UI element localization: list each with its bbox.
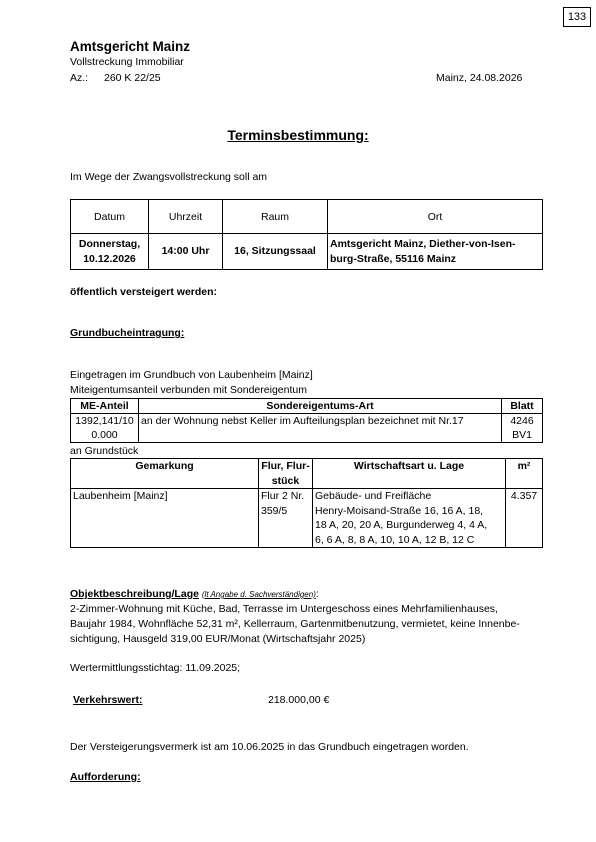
- objekt-heading-note: (lt Angabe d. Sachverständigen): [201, 590, 316, 599]
- objekt-heading-colon: :: [315, 588, 319, 600]
- header-datum: Datum: [71, 200, 149, 234]
- wirtschaftsart-line2: Henry-Moisand-Straße 16, 16 A, 18,: [315, 504, 484, 517]
- me-anteil-line2: 0.000: [91, 429, 118, 441]
- header-flur-line2: stück: [271, 474, 300, 487]
- court-name: Amtsgericht Mainz: [70, 39, 191, 54]
- case-number: 260 K 22/25: [104, 72, 161, 84]
- intro-text: Im Wege der Zwangsvollstreckung soll am: [70, 171, 268, 183]
- header-flur: [259, 459, 313, 489]
- share-value-row: [71, 414, 543, 443]
- department: Vollstreckung Immobiliar: [70, 56, 184, 68]
- aufforderung-heading: Aufforderung:: [70, 771, 141, 783]
- auction-note: Der Versteigerungsvermerk ist am 10.06.2025 in das Grundbuch eingetragen worden.: [70, 741, 469, 753]
- gemarkung: Laubenheim [Mainz]: [71, 489, 259, 548]
- an-grundstueck: an Grundstück: [70, 445, 139, 457]
- blatt: [502, 414, 543, 443]
- document-title: Terminsbestimmung:: [227, 127, 369, 143]
- termin-date: [71, 234, 149, 270]
- termin-place-line1: Amtsgericht Mainz, Diether-von-Isen-: [330, 237, 516, 250]
- market-value-label: Verkehrswert:: [73, 694, 143, 706]
- header-sondereigentum: Sondereigentums-Art: [139, 399, 502, 414]
- header-me-anteil: ME-Anteil: [71, 399, 139, 414]
- termin-date-value: 10.12.2026: [83, 252, 136, 265]
- flur-line1: Flur 2 Nr.: [261, 490, 305, 502]
- objekt-heading: [70, 588, 319, 600]
- me-anteil-line1: 1392,141/10: [75, 415, 134, 427]
- flur: [259, 489, 313, 548]
- header-flur-line1: Flur, Flur-: [261, 460, 310, 472]
- area: 4.357: [506, 489, 543, 548]
- termin-room: 16, Sitzungssaal: [223, 234, 328, 270]
- objekt-heading-label: Objektbeschreibung/Lage: [70, 588, 199, 600]
- header-wirtschaftsart: Wirtschaftsart u. Lage: [313, 459, 506, 489]
- header-raum: Raum: [223, 200, 328, 234]
- objekt-line3: sichtigung, Hausgeld 319,00 EUR/Monat (Wirtschaftsjahr 2025): [70, 633, 366, 645]
- header-gemarkung: Gemarkung: [71, 459, 259, 489]
- page-number: 133: [563, 7, 591, 27]
- plot-table: [70, 458, 543, 548]
- blatt-line2: BV1: [512, 429, 532, 441]
- termin-place-line2: burg-Straße, 55116 Mainz: [330, 252, 457, 265]
- share-header-row: [71, 399, 543, 414]
- termin-time: 14:00 Uhr: [149, 234, 223, 270]
- termin-weekday: Donnerstag,: [78, 237, 141, 250]
- termin-header-row: [71, 200, 543, 234]
- objekt-description: [70, 602, 544, 647]
- place-date: Mainz, 24.08.2026: [436, 72, 523, 84]
- header-area: m²: [506, 459, 543, 489]
- share-table: [70, 398, 543, 443]
- header-ort: Ort: [328, 200, 543, 234]
- sondereigentum-art: an der Wohnung nebst Keller im Aufteilungsplan bezeichnet mit Nr.17: [139, 414, 502, 443]
- blatt-line1: 4246: [510, 415, 534, 427]
- header-blatt: Blatt: [502, 399, 543, 414]
- plot-header-row: [71, 459, 543, 489]
- wirtschaftsart-line4: 6, 6 A, 8, 8 A, 10, 10 A, 12 B, 12 C: [315, 533, 475, 546]
- termin-place: [328, 234, 543, 270]
- case-number-label: Az.:: [70, 72, 89, 84]
- valuation-date: Wertermittlungsstichtag: 11.09.2025;: [70, 662, 241, 674]
- grundbuch-line1: Eingetragen im Grundbuch von Laubenheim [Mainz]: [70, 369, 313, 381]
- grundbuch-line2: Miteigentumsanteil verbunden mit Sondereigentum: [70, 384, 307, 396]
- grundbuch-heading: Grundbucheintragung:: [70, 327, 185, 339]
- objekt-line1: 2-Zimmer-Wohnung mit Küche, Bad, Terrasse im Untergeschoss eines Mehrfamilienhauses,: [70, 603, 498, 615]
- header-uhrzeit: Uhrzeit: [149, 200, 223, 234]
- termin-table: [70, 199, 543, 270]
- auction-text: öffentlich versteigert werden:: [70, 286, 218, 298]
- wirtschaftsart: [313, 489, 506, 548]
- termin-value-row: [71, 234, 543, 270]
- wirtschaftsart-line3: 18 A, 20, 20 A, Burgunderweg 4, 4 A,: [315, 519, 488, 531]
- plot-value-row: [71, 489, 543, 548]
- objekt-line2: Baujahr 1984, Wohnfläche 52,31 m², Kellerraum, Gartenmitbenutzung, vermietet, keine Innenbe-: [70, 618, 520, 630]
- market-value: 218.000,00 €: [268, 694, 330, 706]
- wirtschaftsart-line1: Gebäude- und Freifläche: [315, 490, 432, 502]
- flur-line2: 359/5: [261, 504, 288, 517]
- me-anteil: [71, 414, 139, 443]
